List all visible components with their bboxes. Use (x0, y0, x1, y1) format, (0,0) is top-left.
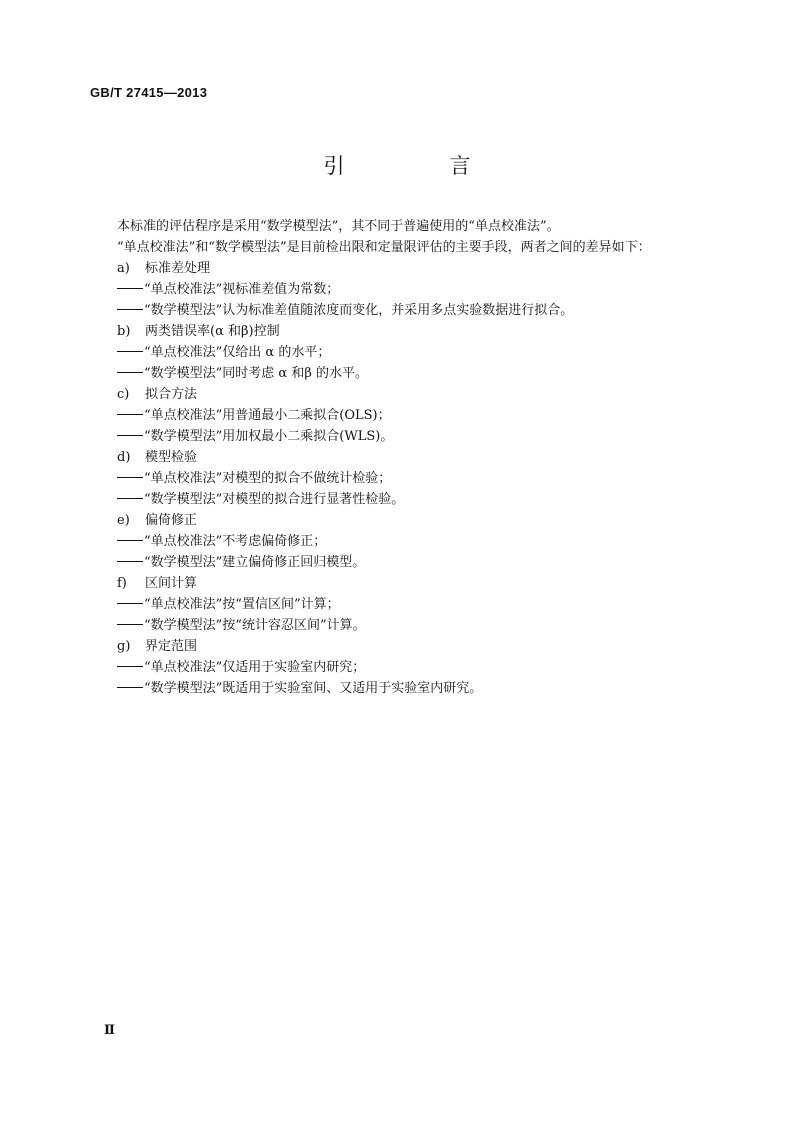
dash-mark (117, 309, 143, 310)
point-text: “数学模型法”按“统计容忍区间”计算。 (144, 618, 366, 633)
point-text: “单点校准法”仅给出 α 的水平； (144, 345, 331, 360)
list-marker: c) (117, 387, 130, 402)
point-text: “单点校准法”用普通最小二乘拟合(OLS)； (144, 408, 391, 423)
point-text: “单点校准法”按“置信区间”计算； (144, 597, 340, 612)
list-point (117, 426, 717, 447)
dash-mark (117, 624, 143, 625)
list-item-heading (117, 384, 717, 405)
list-heading-text: 界定范围 (145, 639, 198, 654)
intro-paragraph-1: 本标准的评估程序是采用“数学模型法”，其不同于普遍使用的“单点校准法”。 (117, 219, 560, 234)
list-point (117, 678, 717, 699)
dash-mark (117, 351, 143, 352)
list-heading-text: 拟合方法 (145, 387, 198, 402)
dash-mark (117, 435, 143, 436)
list-heading-text: 两类错误率(α 和β)控制 (145, 324, 280, 339)
list-heading-text: 偏倚修正 (145, 513, 198, 528)
list-point (117, 279, 717, 300)
list-point (117, 405, 717, 426)
list-item-heading (117, 573, 717, 594)
page-number: Ⅱ (104, 1022, 115, 1037)
list-marker: g) (117, 639, 131, 654)
list-point (117, 594, 717, 615)
point-text: “单点校准法”仅适用于实验室内研究； (144, 660, 366, 675)
point-text: “数学模型法”对模型的拟合进行显著性检验。 (144, 492, 405, 507)
dash-mark (117, 603, 143, 604)
standard-code: GB/T 27415—2013 (90, 85, 208, 100)
list-item-heading (117, 636, 717, 657)
list-heading-text: 模型检验 (145, 450, 198, 465)
point-text: “数学模型法”既适用于实验室间、又适用于实验室内研究。 (144, 681, 483, 696)
dash-mark (117, 414, 143, 415)
point-text: “数学模型法”建立偏倚修正回归模型。 (144, 555, 366, 570)
list-point (117, 615, 717, 636)
list-point (117, 489, 717, 510)
point-text: “单点校准法”对模型的拟合不做统计检验； (144, 471, 392, 486)
list-marker: b) (117, 324, 131, 339)
dash-mark (117, 540, 143, 541)
list-point (117, 531, 717, 552)
list-marker: e) (117, 513, 130, 528)
list-point (117, 657, 717, 678)
list-point (117, 342, 717, 363)
list-heading-text: 标准差处理 (145, 261, 211, 276)
document-body (117, 216, 717, 699)
point-text: “数学模型法”认为标准差值随浓度而变化，并采用多点实验数据进行拟合。 (144, 303, 574, 318)
point-text: “数学模型法”用加权最小二乘拟合(WLS)。 (144, 429, 394, 444)
point-text: “单点校准法”不考虑偏倚修正； (144, 534, 327, 549)
dash-mark (117, 498, 143, 499)
list-heading-text: 区间计算 (145, 576, 198, 591)
point-text: “数学模型法”同时考虑 α 和β 的水平。 (144, 366, 368, 381)
list-point (117, 468, 717, 489)
list-item-heading (117, 321, 717, 342)
dash-mark (117, 561, 143, 562)
list-item-heading (117, 510, 717, 531)
page-title: 引 言 (323, 154, 513, 178)
dash-mark (117, 666, 143, 667)
list-marker: f) (117, 576, 127, 591)
dash-mark (117, 477, 143, 478)
dash-mark (117, 372, 143, 373)
list-point (117, 363, 717, 384)
list-marker: a) (117, 261, 130, 276)
dash-mark (117, 288, 143, 289)
list-point (117, 300, 717, 321)
list-item-heading (117, 258, 717, 279)
list-point (117, 552, 717, 573)
dash-mark (117, 687, 143, 688)
point-text: “单点校准法”视标准差值为常数； (144, 282, 340, 297)
list-marker: d) (117, 450, 131, 465)
list-item-heading (117, 447, 717, 468)
intro-paragraph-2: “单点校准法”和“数学模型法”是目前检出限和定量限评估的主要手段，两者之间的差异如下： (117, 240, 651, 255)
